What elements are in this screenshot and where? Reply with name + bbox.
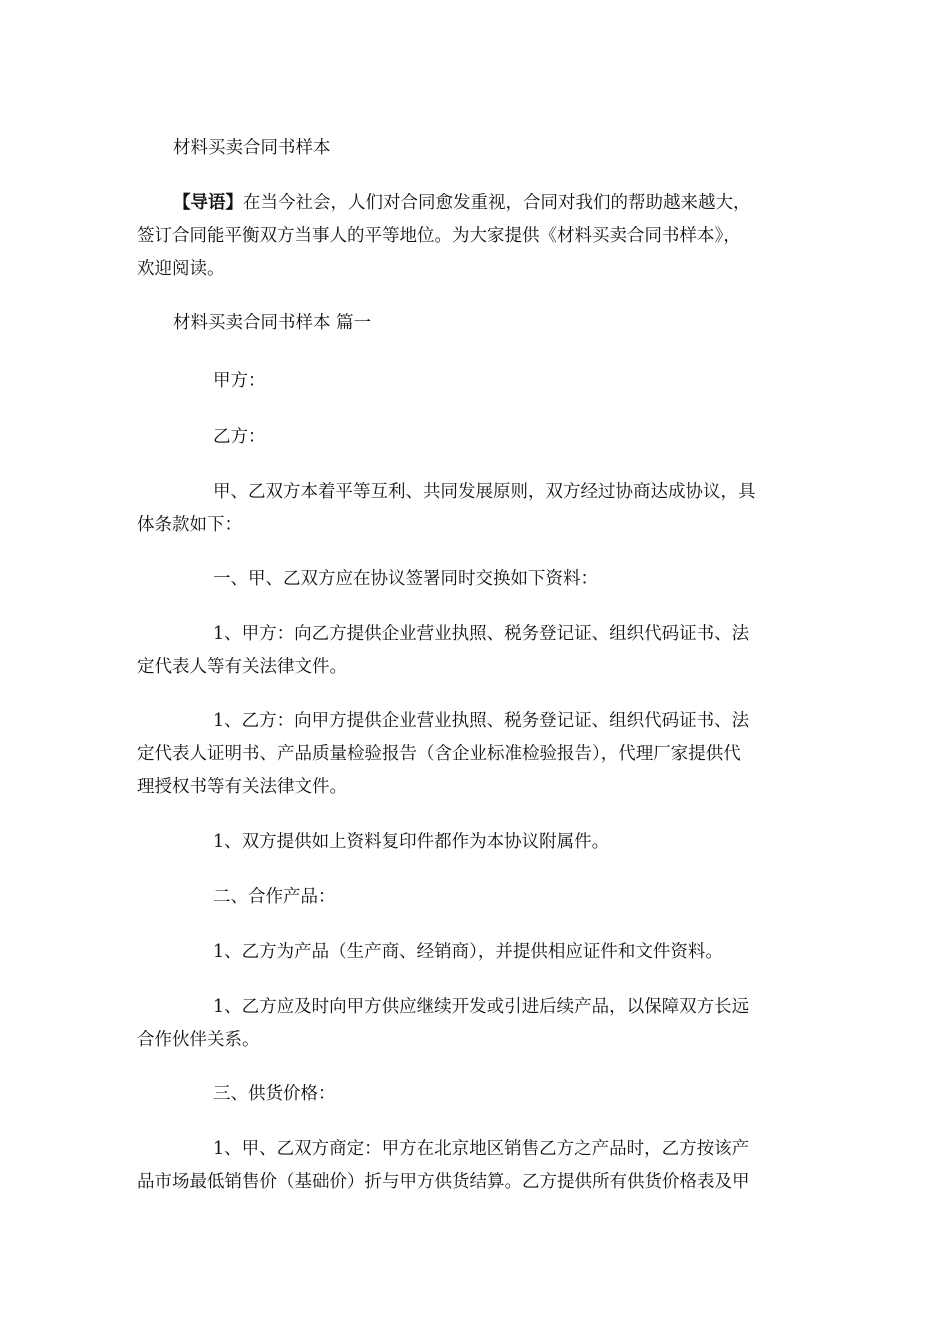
intro-line-1: 在当今社会，人们对合同愈发重视，合同对我们的帮助越来越大， (243, 193, 751, 213)
intro-lead: 【导语】 (173, 193, 243, 213)
clause-paragraph: 1、乙方：向甲方提供企业营业执照、税务登记证、组织代码证书、法 定代表人证明书、产品质量检验报告（含企业标准检验报告），代理厂家提供代 理授权书等有关法律文件。 (137, 711, 750, 797)
clause-paragraph: 三、供货价格： (213, 1084, 336, 1104)
clause-paragraph: 1、乙方为产品（生产商、经销商），并提供相应证件和文件资料。 (213, 942, 723, 962)
intro-line-2: 签订合同能平衡双方当事人的平等地位。为大家提供《材料买卖合同书样本》， (137, 226, 741, 246)
section-heading: 材料买卖合同书样本 篇一 (173, 313, 372, 333)
clause-paragraph: 一、甲、乙双方应在协议签署同时交换如下资料： (213, 569, 598, 589)
clause-paragraph: 1、甲、乙双方商定：甲方在北京地区销售乙方之产品时，乙方按该产 品市场最低销售价（基础价）折与甲方供货结算。乙方提供所有供货价格表及甲 (137, 1139, 750, 1192)
clause-paragraph: 甲、乙双方本着平等互利、共同发展原则，双方经过协商达成协议，具 体条款如下： (137, 482, 756, 535)
clause-paragraph: 1、双方提供如上资料复印件都作为本协议附属件。 (213, 832, 610, 852)
clause-paragraph: 1、乙方应及时向甲方供应继续开发或引进后续产品，以保障双方长远 合作伙伴关系。 (137, 997, 750, 1050)
intro-paragraph (137, 187, 813, 286)
party-b-label: 乙方： (213, 427, 266, 447)
clause-paragraph: 1、甲方：向乙方提供企业营业执照、税务登记证、组织代码证书、法 定代表人等有关法律文件。 (137, 624, 750, 677)
document-title: 材料买卖合同书样本 (173, 138, 331, 158)
clause-paragraph: 二、合作产品： (213, 887, 336, 907)
party-a-label: 甲方： (213, 371, 266, 391)
intro-line-3: 欢迎阅读。 (137, 259, 225, 279)
